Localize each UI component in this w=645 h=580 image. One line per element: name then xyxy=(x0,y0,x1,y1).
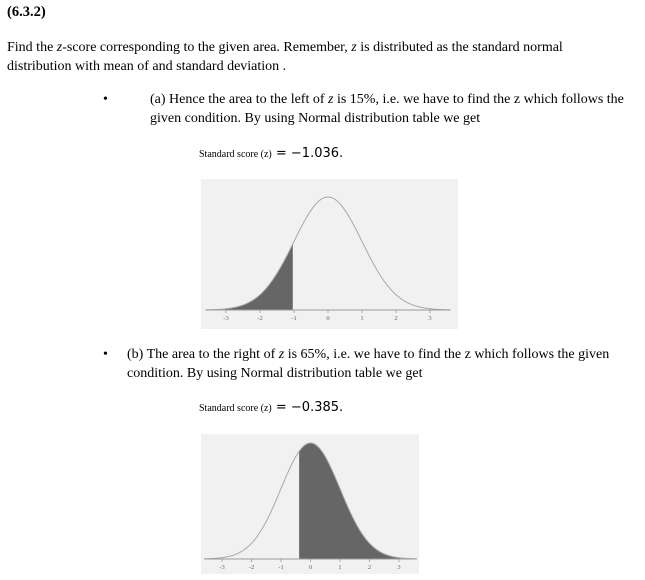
part-b-standard-score: Standard score (z) = −0.385. xyxy=(199,400,344,415)
normal-curve-chart-a xyxy=(201,179,458,329)
shaded-area xyxy=(299,443,417,559)
x-tick-label: -3 xyxy=(223,315,229,322)
shaded-area xyxy=(206,244,293,310)
part-a-text: (a) Hence the area to the left of z is 15%, i.e. we have to find the z which follows the given condition. By using Normal distribution table we get xyxy=(150,92,624,126)
x-tick-label: -1 xyxy=(291,315,297,322)
part-b-text: (b) The area to the right of z is 65%, i.e. we have to find the z which follows the given condition. By using Normal distribution table we get xyxy=(127,347,610,381)
part-a-standard-score: Standard score (z) = −1.036. xyxy=(199,146,344,161)
x-tick-label: 0 xyxy=(308,564,313,571)
problem-heading: (6.3.2) xyxy=(7,4,46,20)
x-tick-label: 2 xyxy=(394,315,398,322)
density-curve xyxy=(206,197,451,310)
x-tick-label: 0 xyxy=(326,315,330,322)
bullet-b: • xyxy=(103,347,108,362)
normal-curve-chart-b xyxy=(201,434,419,574)
x-tick-label: -2 xyxy=(257,315,263,322)
x-tick-label: 1 xyxy=(360,315,364,322)
x-tick-label: 1 xyxy=(338,564,342,571)
x-tick-label: -1 xyxy=(278,564,284,571)
x-tick-label: -3 xyxy=(219,564,225,571)
intro-paragraph: Find the z-score corresponding to the given area. Remember, z is distributed as the standard normal distribution with mean of and standard deviation . xyxy=(7,40,563,74)
x-tick-label: 2 xyxy=(367,564,372,571)
bullet-a: • xyxy=(103,92,108,107)
x-tick-label: 3 xyxy=(428,315,432,322)
x-tick-label: -2 xyxy=(248,564,255,571)
x-tick-label: 3 xyxy=(397,564,401,571)
